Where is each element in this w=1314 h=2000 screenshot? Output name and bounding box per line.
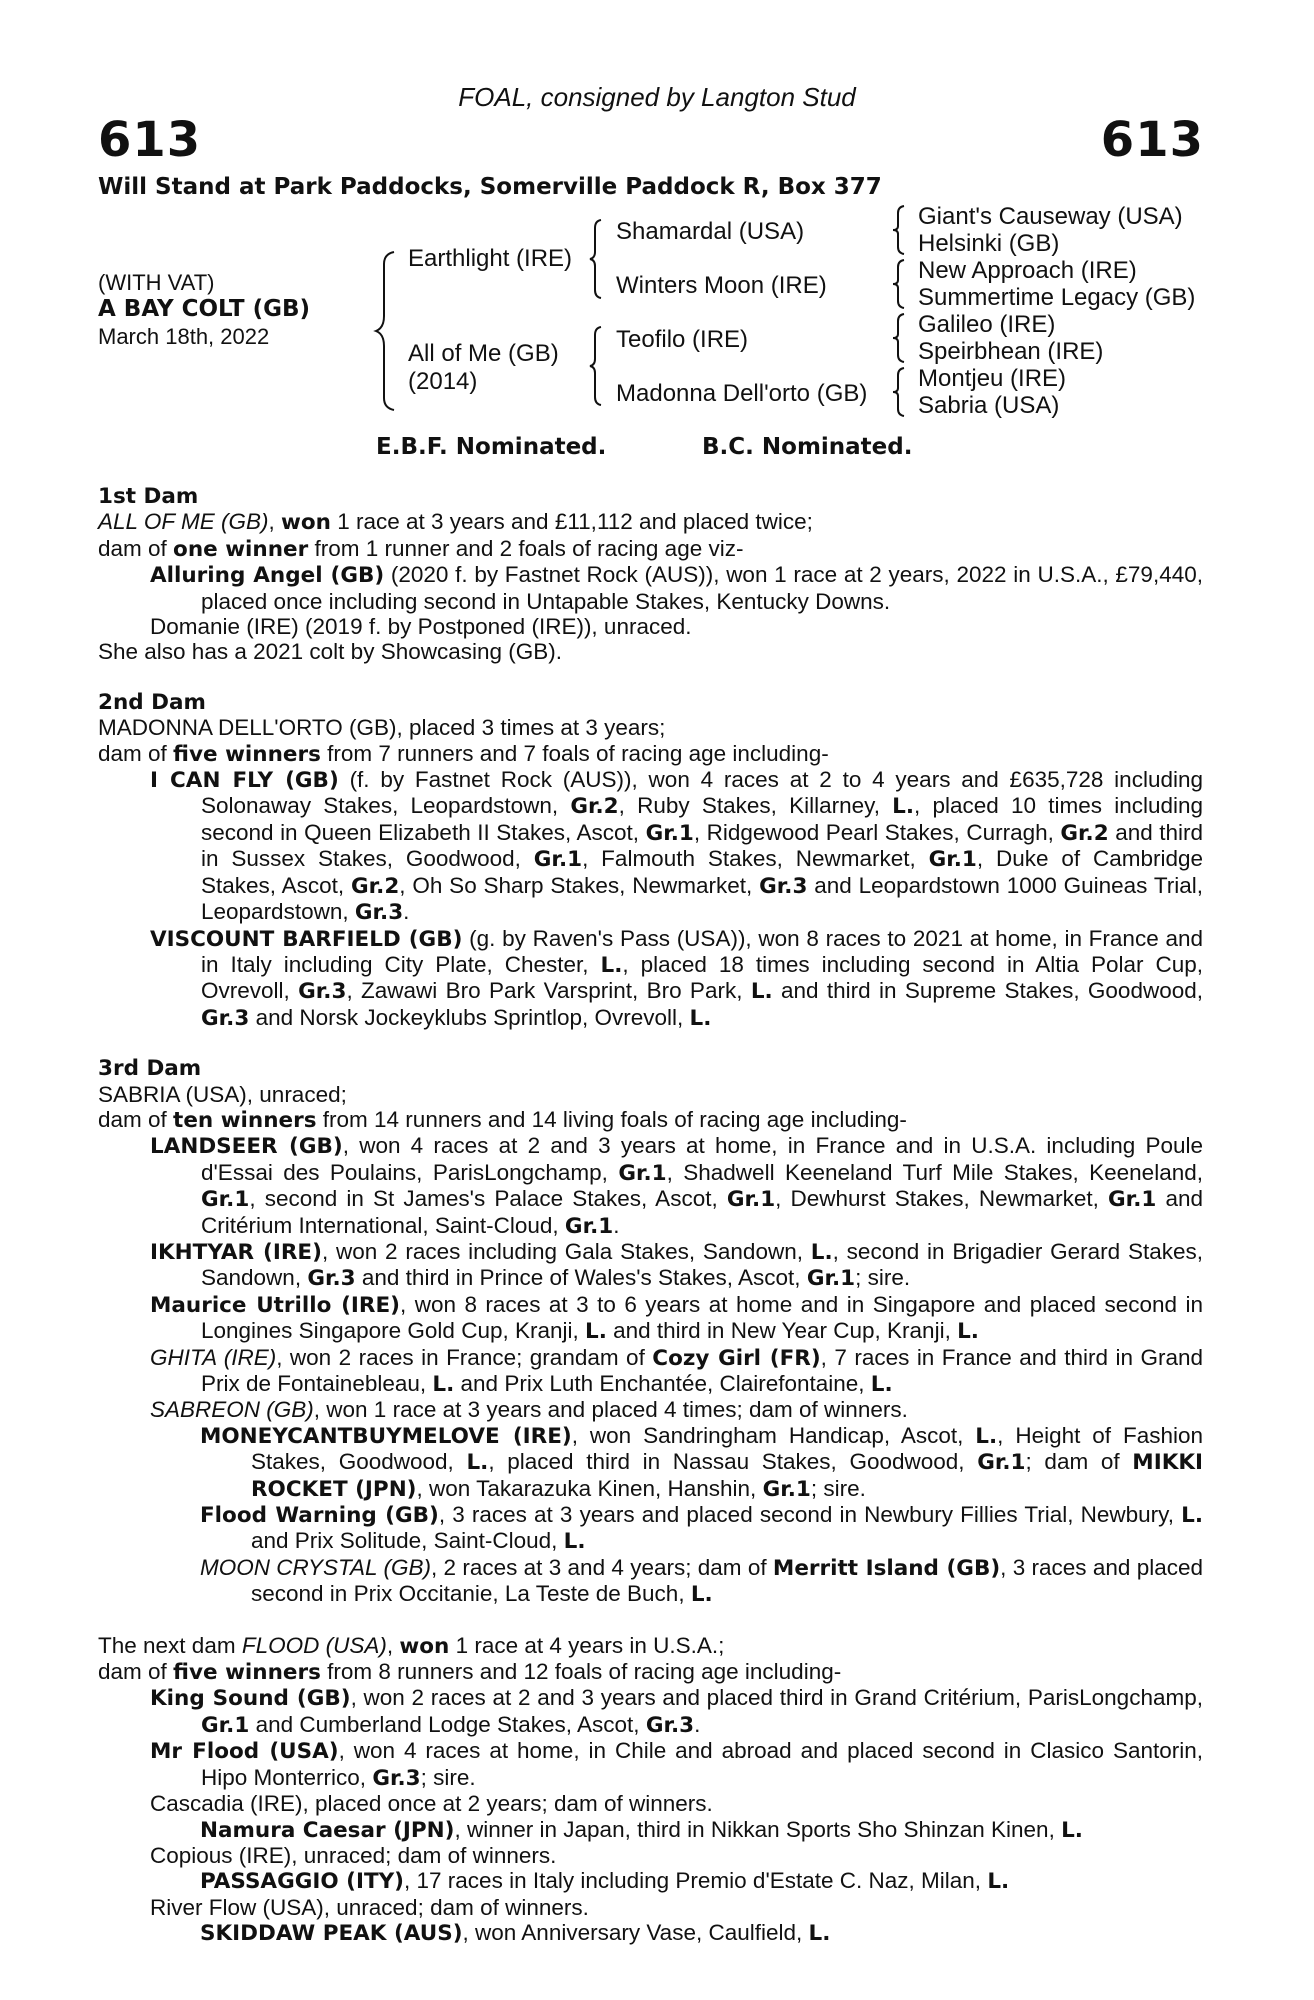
dam-line-text — [98, 484, 1203, 1947]
lot-number-left: 613 — [98, 112, 202, 168]
ebf-nomination: E.B.F. Nominated. — [376, 434, 607, 460]
bc-nomination: B.C. Nominated. — [702, 434, 913, 460]
vat-note: (WITH VAT) — [98, 270, 215, 295]
produce-sabreon: SABREON (GB), won 1 race at 3 years and placed 4 times; dam of winners. — [150, 1397, 908, 1423]
first-dam-produce: dam of one winner from 1 runner and 2 foals of racing age viz- — [98, 535, 744, 562]
third-dam-summary: SABRIA (USA), unraced; — [98, 1081, 347, 1107]
second-dam-produce: dam of five winners from 7 runners and 7 foals of racing age including- — [98, 740, 829, 767]
dd-brace — [890, 366, 908, 418]
horse-dob: March 18th, 2022 — [98, 324, 270, 349]
second-dam-summary: MADONNA DELL'ORTO (GB), placed 3 times at 3 years; — [98, 715, 666, 741]
produce-mr-flood: Mr Flood (USA), won 4 races at home, in Chile and abroad and placed second in Clasico Santorin, Hipo Monterrico, Gr.3; sire. — [150, 1738, 1204, 1791]
produce-moon-crystal: MOON CRYSTAL (GB), 2 races at 3 and 4 years; dam of Merritt Island (GB), 3 races and placed second in Prix Occitanie, La Teste de Buch, L. — [200, 1554, 1204, 1608]
ped-dsd: Speirbhean (IRE) — [918, 338, 1104, 365]
produce-namura-caesar: Namura Caesar (JPN), winner in Japan, third in Nikkan Sports Sho Shinzan Kinen, L. — [200, 1816, 1083, 1843]
dam-sire: Teofilo (IRE) — [616, 326, 749, 353]
ped-sss: Giant's Causeway (USA) — [918, 203, 1183, 230]
first-dam-note: She also has a 2021 colt by Showcasing (GB). — [98, 639, 563, 665]
produce-maurice-utrillo: Maurice Utrillo (IRE), won 8 races at 3 to 6 years at home and in Singapore and placed second in Longines Singapore Gold Cup, Kranji, L. and third in New Year Cup, Kranji, L. — [150, 1291, 1204, 1345]
dam-brace — [587, 325, 605, 407]
produce-passaggio: PASSAGGIO (ITY), 17 races in Italy including Premio d'Estate C. Naz, Milan, L. — [200, 1868, 1010, 1895]
third-dam-heading: 3rd Dam — [98, 1056, 202, 1082]
sd-brace — [890, 258, 908, 310]
produce-moneycantbuymelove: MONEYCANTBUYMELOVE (IRE), won Sandringham Handicap, Ascot, L., Height of Fashion Stakes, Goodwood, L., placed third in Nassau Stakes, Goodwood, Gr.1; dam of MIKKI ROCKET (JPN), won Takarazuka Kinen, Hanshin, Gr.1; sire. — [200, 1422, 1204, 1502]
produce-ghita: GHITA (IRE), won 2 races in France; grandam of Cozy Girl (FR), 7 races in France and third in Grand Prix de Fontainebleau, L. and Prix Luth Enchantée, Clairefontaine, L. — [150, 1344, 1203, 1397]
ped-sds: New Approach (IRE) — [918, 257, 1137, 284]
produce-i-can-fly: I CAN FLY (GB) (f. by Fastnet Rock (AUS)), won 4 races at 2 to 4 years and £635,728 including Solonaway Stakes, Leopardstown, Gr.2, Ruby Stakes, Killarney, L., placed 10 times including second in Queen Elizabeth II Stakes, Ascot, Gr.1, Ridgewood Pearl Stakes, Curragh, Gr.2 and third in Sussex Stakes, Goodwood, Gr.1, Falmouth Stakes, Newmarket, Gr.1, Duke of Cambridge Stakes, Ascot, Gr.2, Oh So Sharp Stakes, Newmarket, Gr.3 and Leopardstown 1000 Guineas Trial, Leopardstown, Gr.3. — [150, 767, 1204, 926]
dam-dam: Madonna Dell'orto (GB) — [616, 380, 868, 407]
ds-brace — [890, 312, 908, 364]
lot-number-right: 613 — [1100, 112, 1204, 168]
third-dam-produce: dam of ten winners from 14 runners and 14 living foals of racing age including- — [98, 1106, 907, 1133]
produce-ikhtyar: IKHTYAR (IRE), won 2 races including Gala Stakes, Sandown, L., second in Brigadier Gerard Stakes, Sandown, Gr.3 and third in Prince of Wales's Stakes, Ascot, Gr.1; sire. — [150, 1238, 1203, 1292]
ss-brace — [890, 204, 908, 256]
produce-river-flow: River Flow (USA), unraced; dam of winners. — [150, 1894, 589, 1920]
produce-viscount-barfield: VISCOUNT BARFIELD (GB) (g. by Raven's Pass (USA)), won 8 races to 2021 at home, in France and in Italy including City Plate, Chester, L., placed 18 times including second in Altia Polar Cup, Ovrevoll, Gr.3, Zawawi Bro Park Varsprint, Bro Park, L. and third in Supreme Stakes, Goodwood, Gr.3 and Norsk Jockeyklubs Sprintlop, Ovrevoll, L. — [150, 925, 1204, 1031]
produce-skiddaw-peak: SKIDDAW PEAK (AUS), won Anniversary Vase, Caulfield, L. — [200, 1920, 831, 1947]
produce-landseer: LANDSEER (GB), won 4 races at 2 and 3 years at home, in France and in U.S.A. including Poule d'Essai des Poulains, ParisLongchamp, Gr.1, Shadwell Keeneland Turf Mile Stakes, Keeneland, Gr.1, second in St James's Palace Stakes, Ascot, Gr.1, Dewhurst Stakes, Newmarket, Gr.1 and Critérium International, Saint-Cloud, Gr.1. — [150, 1133, 1204, 1239]
ped-dss: Galileo (IRE) — [918, 311, 1056, 338]
stand-location: Will Stand at Park Paddocks, Somerville Paddock R, Box 377 — [98, 174, 882, 200]
pedigree-brace-main — [372, 250, 398, 412]
ped-dds: Montjeu (IRE) — [918, 365, 1067, 392]
horse-name: A BAY COLT (GB) — [98, 296, 311, 322]
dam-name: All of Me (GB) — [408, 340, 559, 367]
first-dam-heading: 1st Dam — [98, 484, 199, 509]
ped-ssd: Helsinki (GB) — [918, 230, 1060, 257]
produce-copious: Copious (IRE), unraced; dam of winners. — [150, 1842, 557, 1868]
consignor-line: FOAL, consigned by Langton Stud — [458, 82, 856, 112]
next-dam-produce: dam of five winners from 8 runners and 12 foals of racing age including- — [98, 1659, 842, 1686]
sire-brace — [587, 218, 605, 300]
first-dam-summary: ALL OF ME (GB), won 1 race at 3 years and £11,112 and placed twice; — [98, 509, 813, 536]
produce-cascadia: Cascadia (IRE), placed once at 2 years; dam of winners. — [150, 1791, 713, 1817]
produce-flood-warning: Flood Warning (GB), 3 races at 3 years and placed second in Newbury Fillies Trial, Newbury, L. and Prix Solitude, Saint-Cloud, L. — [200, 1502, 1203, 1555]
produce-alluring-angel: Alluring Angel (GB) (2020 f. by Fastnet Rock (AUS)), won 1 race at 2 years, 2022 in U.S.A., £79,440, placed once including second in Untapable Stakes, Kentucky Downs. — [150, 562, 1203, 614]
sire-sire: Shamardal (USA) — [616, 218, 805, 245]
produce-king-sound: King Sound (GB), won 2 races at 2 and 3 years and placed third in Grand Critérium, ParisLongchamp, Gr.1 and Cumberland Lodge Stakes, Ascot, Gr.3. — [150, 1685, 1203, 1738]
second-dam-heading: 2nd Dam — [98, 689, 206, 715]
dam-year: (2014) — [408, 368, 478, 395]
ped-ddd: Sabria (USA) — [918, 392, 1060, 419]
sire-name: Earthlight (IRE) — [408, 245, 573, 272]
sire-dam: Winters Moon (IRE) — [616, 272, 827, 299]
ped-sdd: Summertime Legacy (GB) — [918, 284, 1196, 311]
produce-domanie: Domanie (IRE) (2019 f. by Postponed (IRE)), unraced. — [150, 614, 692, 640]
next-dam-summary: The next dam FLOOD (USA), won 1 race at 4 years in U.S.A.; — [98, 1632, 725, 1659]
